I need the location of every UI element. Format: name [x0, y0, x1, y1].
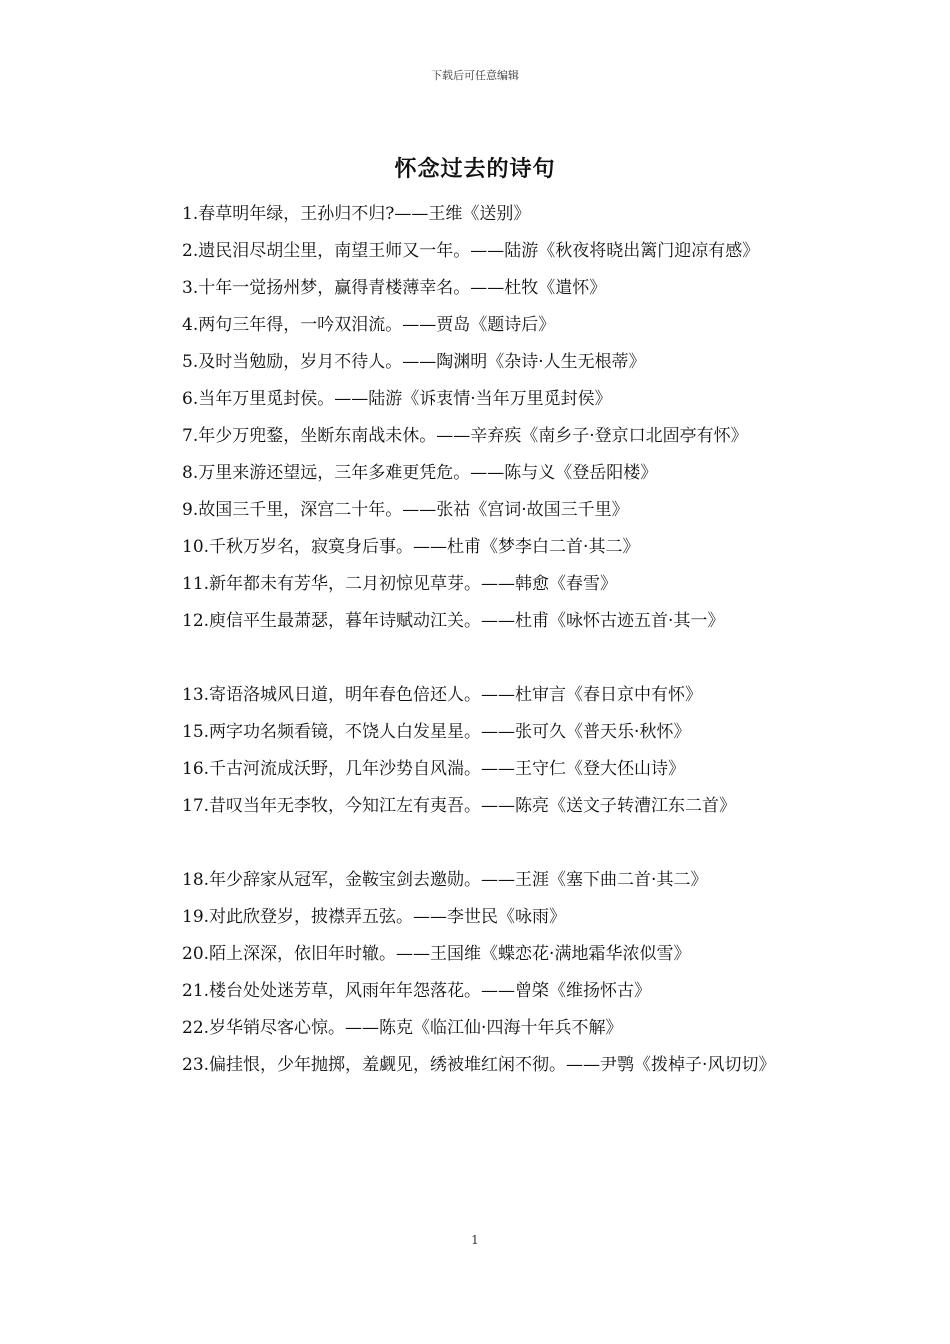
list-item: 20.陌上深深，依旧年时辙。——王国维《蝶恋花·满地霜华浓似雪》 — [182, 944, 691, 964]
poem-list — [143, 196, 808, 1084]
list-item: 9.故国三千里，深宫二十年。——张祜《宫词·故国三千里》 — [182, 500, 629, 520]
page-number: 1 — [471, 1233, 479, 1247]
blank-line — [143, 825, 808, 862]
list-item: 22.岁华销尽客心惊。——陈克《临江仙·四海十年兵不解》 — [182, 1018, 623, 1038]
list-item: 13.寄语洛城风日道，明年春色倍还人。——杜审言《春日京中有怀》 — [182, 685, 703, 705]
list-item: 7.年少万兜鍪，坐断东南战未休。——辛弃疾《南乡子·登京口北固亭有怀》 — [182, 426, 748, 446]
list-item: 8.万里来游还望远，三年多难更凭危。——陈与义《登岳阳楼》 — [182, 463, 658, 483]
list-item: 17.昔叹当年无李牧，今知江左有夷吾。——陈亮《送文子转漕江东二首》 — [182, 796, 737, 816]
list-item: 2.遗民泪尽胡尘里，南望王师又一年。——陆游《秋夜将晓出篱门迎凉有感》 — [182, 241, 760, 261]
list-item: 10.千秋万岁名，寂寞身后事。——杜甫《梦李白二首·其二》 — [182, 537, 640, 557]
blank-line — [143, 640, 808, 677]
list-item: 11.新年都未有芳华，二月初惊见草芽。——韩愈《春雪》 — [182, 574, 618, 594]
list-item: 15.两字功名频看镜，不饶人白发星星。——张可久《普天乐·秋怀》 — [182, 722, 691, 742]
list-item: 23.偏挂恨，少年抛掷，羞觑见，绣被堆红闲不彻。——尹鹗《拨棹子·风切切》 — [182, 1055, 776, 1075]
list-item: 16.千古河流成沃野，几年沙势自风湍。——王守仁《登大伾山诗》 — [182, 759, 686, 779]
document-title: 怀念过去的诗句 — [394, 156, 556, 182]
list-item: 1.春草明年绿，王孙归不归?——王维《送别》 — [182, 204, 531, 224]
list-item: 4.两句三年得，一吟双泪流。——贾岛《题诗后》 — [182, 315, 556, 335]
list-item: 19.对此欣登岁，披襟弄五弦。——李世民《咏雨》 — [182, 907, 567, 927]
page-header: 下载后可任意编辑 — [431, 69, 519, 82]
list-item: 18.年少辞家从冠军，金鞍宝剑去邀勋。——王涯《塞下曲二首·其二》 — [182, 870, 708, 890]
list-item: 5.及时当勉励，岁月不待人。——陶渊明《杂诗·人生无根蒂》 — [182, 352, 646, 372]
list-item: 6.当年万里觅封侯。——陆游《诉衷情·当年万里觅封侯》 — [182, 389, 612, 409]
list-item: 12.庾信平生最萧瑟，暮年诗赋动江关。——杜甫《咏怀古迹五首·其一》 — [182, 611, 725, 631]
list-item: 21.楼台处处迷芳草，风雨年年怨落花。——曾棨《维扬怀古》 — [182, 981, 652, 1001]
list-item: 3.十年一觉扬州梦，赢得青楼薄幸名。——杜牧《遣怀》 — [182, 278, 607, 298]
